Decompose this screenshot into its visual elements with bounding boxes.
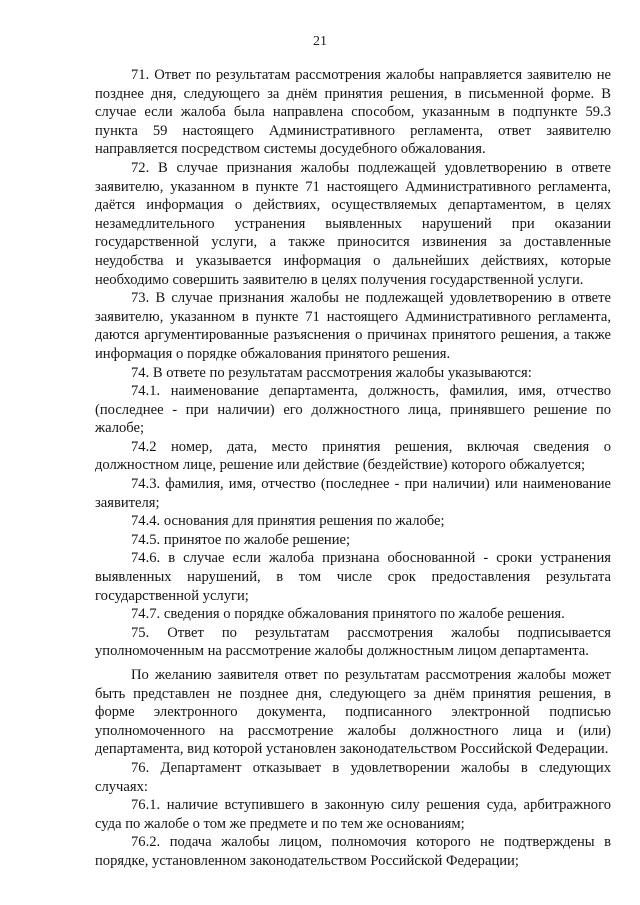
paragraph-74-2: 74.2 номер, дата, место принятия решения, включая сведения о должностном лице, решение или действие (бездействие) которого обжалуется; [95, 438, 611, 474]
paragraph-75: 75. Ответ по результатам рассмотрения жалобы подписывается уполномоченным на рассмотрение жалобы должностным лицом департамента. [95, 624, 611, 660]
paragraph-76-1: 76.1. наличие вступившего в законную силу решения суда, арбитражного суда по жалобе о том же предмете и по тем же основаниям; [95, 797, 611, 832]
paragraph-72: 72. В случае признания жалобы подлежащей удовлетворению в ответе заявителю, указанном в пункте 71 настоящего Административного регламента, даётся информация о действиях, осуществляемых департаментом, в целях незамедлительного устранения выявленных нарушений при оказании государственной услуги, а также приносится извинения за доставленные неудобства и указывается информация о дальнейших действиях, которые необходимо совершить заявителю в целях получения государственной услуги. [95, 159, 611, 288]
paragraph-74-6: 74.6. в случае если жалоба признана обоснованной - сроки устранения выявленных нарушений, в том числе срок предоставления результата государственной услуги; [95, 550, 611, 604]
paragraph-74-4: 74.4. основания для принятия решения по жалобе; [131, 513, 445, 530]
paragraph-71: 71. Ответ по результатам рассмотрения жалобы направляется заявителю не позднее дня, следующего за днём принятия решения, в письменной форме. В случае если жалоба была направлена способом, указанным в подпункте 59.3 пункта 59 настоящего Административного регламента, ответ заявителю направляется посредством системы досудебного обжалования. [95, 67, 611, 158]
paragraph-75-electronic: По желанию заявителя ответ по результатам рассмотрения жалобы может быть представлен не позднее дня, следующего за днём принятия решения, в форме электронного документа, подписанного электронной подписью уполномоченного на рассмотрение жалобы должностного лица и (или) департамента, вид которой установлен законодательством Российской Федерации. [95, 667, 611, 758]
paragraph-76-2: 76.2. подача жалобы лицом, полномочия которого не подтверждены в порядке, установленном законодательством Российской Федерации; [95, 834, 611, 869]
paragraph-73: 73. В случае признания жалобы не подлежащей удовлетворению в ответе заявителю, указанном в пункте 71 настоящего Административного регламента, даются аргументированные разъяснения о причинах принятого решения, а также информация о порядке обжалования принятого решения. [95, 290, 611, 362]
document-body [95, 66, 611, 871]
paragraph-74-1: 74.1. наименование департамента, должность, фамилия, имя, отчество (последнее - при наличии) его должностного лица, принявшего решение по жалобе; [95, 383, 611, 437]
paragraph-74: 74. В ответе по результатам рассмотрения жалобы указываются: [131, 364, 532, 381]
paragraph-76: 76. Департамент отказывает в удовлетворении жалобы в следующих случаях: [95, 759, 611, 795]
page-number: 21 [313, 34, 327, 49]
paragraph-74-3: 74.3. фамилия, имя, отчество (последнее - при наличии) или наименование заявителя; [95, 476, 611, 511]
paragraph-74-7: 74.7. сведения о порядке обжалования принятого по жалобе решения. [131, 606, 565, 623]
paragraph-74-5: 74.5. принятое по жалобе решение; [131, 531, 351, 548]
